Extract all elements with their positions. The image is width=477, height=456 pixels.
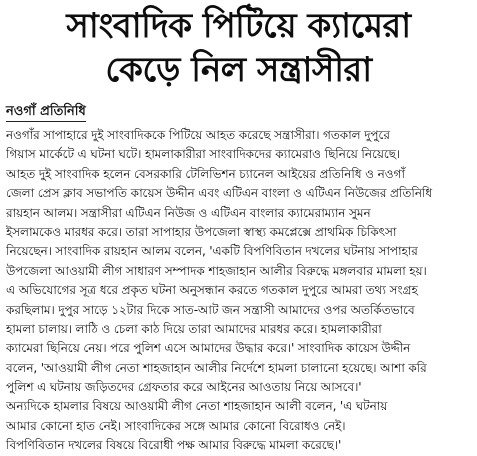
body-line: বিপণিবিতান দখলের বিষয়ে বিরোধী পক্ষ আমার বিরুদ্ধে মামলা করেছে।' <box>6 438 342 453</box>
body-line: এ অভিযোগের সূত্র ধরে প্রকৃত ঘটনা অনুসন্ধান করতে গতকাল দুপুরে আমরা তথ্য সংগ্রহ <box>6 283 418 298</box>
body-line: করছিলাম। দুপুর সাড়ে ১২টার দিকে সাত-আট জন সন্ত্রাসী আমাদের ওপর অতর্কিতভাবে <box>6 302 415 317</box>
body-line: উপজেলা আওয়ামী লীগ সাধারণ সম্পাদক শাহজাহান আলীর বিরুদ্ধে মঙ্গলবার মামলা হয়। <box>6 263 427 278</box>
body-line: হামলা চালায়। লাঠি ও চেলা কাঠ দিয়ে তারা আমাদের মারধর করে। হামলাকারীরা <box>6 321 382 336</box>
body-line: জেলা প্রেস ক্লাব সভাপতি কায়েস উদ্দীন এবং এটিএন বাংলা ও এটিএন নিউজের প্রতিনিধি <box>6 186 433 201</box>
body-line: গিয়াস মার্কেটে এ ঘটনা ঘটে। হামলাকারীরা সাংবাদিকদের ক্যামেরাও ছিনিয়ে নিয়েছে। <box>6 147 401 162</box>
body-line: নিয়েছেন। সাংবাদিক রায়হান আলম বলেন, 'একটি বিপণিবিতান দখলের ঘটনায় সাপাহার <box>6 244 418 259</box>
body-line: পুলিশ এ ঘটনায় জড়িতদের গ্রেফতার করে আইনের আওতায় নিয়ে আসবে।' <box>6 380 362 395</box>
body-line: ইসলামকেও মারধর করে। তারা সাপাহার উপজেলা স্বাস্থ্য কমপ্লেক্সে প্রাথমিক চিকিৎসা <box>6 224 397 239</box>
article-body <box>6 126 471 456</box>
body-line: আমার কোনো হাত নেই। সাংবাদিকের সঙ্গে আমার কোনো বিরোধও নেই। <box>6 418 346 433</box>
body-line: অন্যদিকে হামলার বিষয়ে আওয়ামী লীগ নেতা শাহজাহান আলী বলেন, 'এ ঘটনায় <box>6 399 388 414</box>
body-line: নওগাঁর সাপাহারে দুই সাংবাদিককে পিটিয়ে আহত করেছে সন্ত্রাসীরা। গতকাল দুপুরে <box>6 128 390 142</box>
body-line: ক্যামেরা ছিনিয়ে নেয়। পরে পুলিশ এসে আমাদের উদ্ধার করে।' সাংবাদিক কায়েস উদ্দীন <box>6 341 411 356</box>
body-line: বলেন, 'আওয়ামী লীগ নেতা শাহজাহান আলীর নির্দেশে হামলা চালানো হয়েছে। আশা করি <box>6 360 427 375</box>
body-line: আহত দুই সাংবাদিক হলেন বেসরকারি টেলিভিশন চ্যানেল আইয়ের প্রতিনিধি ও নওগাঁ <box>6 166 405 181</box>
headline-line-2: কেড়ে নিল সন্ত্রাসীরা <box>105 50 372 90</box>
byline: নওগাঁ প্রতিনিধি <box>6 104 86 122</box>
body-line: রায়হান আলম। সন্ত্রাসীরা এটিএন নিউজ ও এটিএন বাংলার ক্যামেরাম্যান সুমন <box>6 205 371 220</box>
headline-line-1: সাংবাদিক পিটিয়ে ক্যামেরা <box>66 6 411 46</box>
